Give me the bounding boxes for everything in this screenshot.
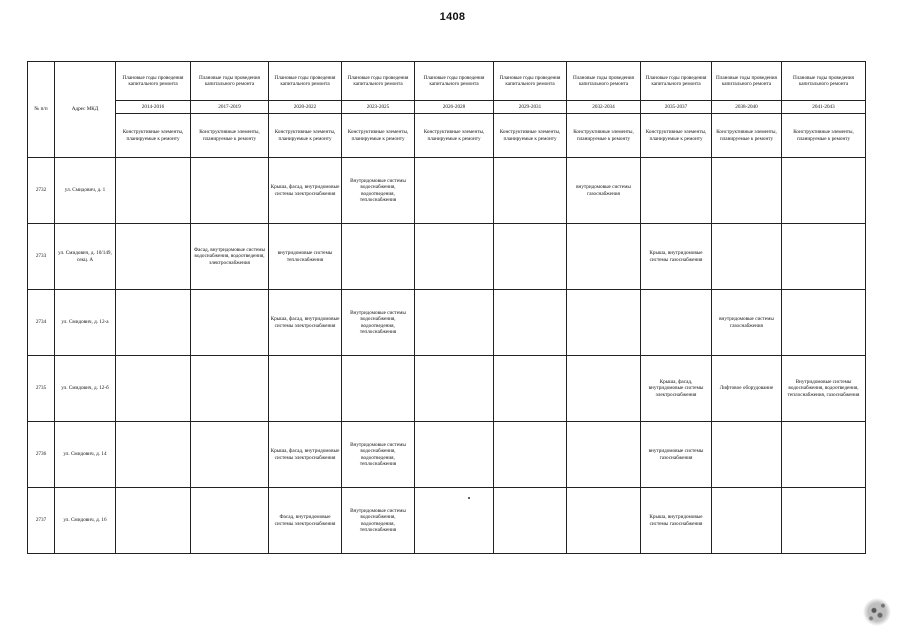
repair-elements-cell: [191, 488, 269, 554]
repair-elements-cell: [415, 224, 494, 290]
table-header: [28, 62, 866, 158]
row-number: 2732: [28, 158, 55, 224]
row-number: 2734: [28, 290, 55, 356]
header-row-elements: [28, 114, 866, 158]
repair-elements-cell: [782, 158, 866, 224]
row-address: ул. Смидович, д. 14: [55, 422, 116, 488]
repair-elements-cell: [567, 356, 641, 422]
repair-elements-cell: [712, 224, 782, 290]
header-period-title: Плановые годы проведения капитального ремонта: [712, 62, 782, 101]
repair-elements-cell: [342, 224, 415, 290]
repair-elements-cell: [415, 422, 494, 488]
repair-elements-cell: [567, 422, 641, 488]
header-period-title: Плановые годы проведения капитального ремонта: [191, 62, 269, 101]
page-number: 1408: [439, 11, 466, 23]
repair-schedule-table: [27, 61, 866, 554]
table-row: [28, 158, 866, 224]
header-period-title: Плановые годы проведения капитального ремонта: [116, 62, 191, 101]
table-row: [28, 356, 866, 422]
repair-elements-cell: [415, 488, 494, 554]
row-number: 2737: [28, 488, 55, 554]
repair-elements-cell: Фасад, внутридомовые системы водоснабжения, водоотведения, электроснабжения: [191, 224, 269, 290]
header-period-elements: Конструктивные элементы, планируемые к ремонту: [567, 114, 641, 158]
repair-elements-cell: Внутридомовые системы водоснабжения, водоотведения, теплоснабжения: [342, 488, 415, 554]
repair-elements-cell: внутридомовые системы газоснабжения: [567, 158, 641, 224]
repair-elements-cell: [116, 422, 191, 488]
repair-elements-cell: [567, 224, 641, 290]
header-period-elements: Конструктивные элементы, планируемые к ремонту: [191, 114, 269, 158]
repair-elements-cell: [191, 290, 269, 356]
repair-elements-cell: Крыша, фасад, внутридомовые системы электроснабжения: [269, 158, 342, 224]
repair-elements-cell: Крыша, фасад, внутридомовые системы электроснабжения: [269, 290, 342, 356]
header-period-title: Плановые годы проведения капитального ремонта: [641, 62, 712, 101]
repair-elements-cell: Крыша, фасад, внутридомовые системы электроснабжения: [641, 356, 712, 422]
table-row: [28, 422, 866, 488]
table-body: [28, 158, 866, 554]
repair-elements-cell: [494, 488, 567, 554]
repair-elements-cell: внутридомовые системы газоснабжения: [641, 422, 712, 488]
repair-elements-cell: Фасад, внутридомовые системы электроснабжения: [269, 488, 342, 554]
repair-elements-cell: [494, 224, 567, 290]
repair-elements-cell: Крыша, внутридомовые системы газоснабжения: [641, 488, 712, 554]
repair-elements-cell: [191, 422, 269, 488]
repair-elements-cell: [641, 290, 712, 356]
header-period-title: Плановые годы проведения капитального ремонта: [342, 62, 415, 101]
header-number: № п/п: [28, 62, 55, 158]
repair-elements-cell: [191, 356, 269, 422]
header-period-elements: Конструктивные элементы, планируемые к ремонту: [712, 114, 782, 158]
header-period-years: 2032-2034: [567, 101, 641, 114]
header-period-elements: Конструктивные элементы, планируемые к ремонту: [342, 114, 415, 158]
row-address: ул. Смидович, д. 12-а: [55, 290, 116, 356]
row-number: 2733: [28, 224, 55, 290]
repair-elements-cell: [712, 422, 782, 488]
header-period-years: 2029-2031: [494, 101, 567, 114]
repair-elements-cell: [782, 290, 866, 356]
repair-elements-cell: [494, 356, 567, 422]
header-period-elements: Конструктивные элементы, планируемые к ремонту: [494, 114, 567, 158]
header-period-title: Плановые годы проведения капитального ремонта: [567, 62, 641, 101]
header-period-title: Плановые годы проведения капитального ремонта: [782, 62, 866, 101]
row-address: ул. Смидович, д. 12-б: [55, 356, 116, 422]
row-address: ул. Смидович, д. 16: [55, 488, 116, 554]
header-row-years: [28, 101, 866, 114]
repair-elements-cell: Лифтовое оборудование: [712, 356, 782, 422]
repair-elements-cell: [116, 158, 191, 224]
header-period-years: 2035-2037: [641, 101, 712, 114]
header-row-period-titles: [28, 62, 866, 101]
table-row: [28, 224, 866, 290]
repair-elements-cell: [269, 356, 342, 422]
repair-elements-cell: внутридомовые системы теплоснабжения: [269, 224, 342, 290]
row-number: 2736: [28, 422, 55, 488]
header-period-years: 2014-2016: [116, 101, 191, 114]
repair-elements-cell: [567, 290, 641, 356]
repair-elements-cell: внутридомовые системы газоснабжения: [712, 290, 782, 356]
repair-elements-cell: [712, 158, 782, 224]
repair-elements-cell: [712, 488, 782, 554]
header-period-title: Плановые годы проведения капитального ремонта: [415, 62, 494, 101]
header-period-elements: Конструктивные элементы, планируемые к ремонту: [116, 114, 191, 158]
header-period-years: 2017-2019: [191, 101, 269, 114]
row-number: 2735: [28, 356, 55, 422]
repair-elements-cell: [782, 224, 866, 290]
repair-elements-cell: [415, 356, 494, 422]
row-address: ул. Смидович, д. 1: [55, 158, 116, 224]
repair-elements-cell: [191, 158, 269, 224]
header-period-years: 2020-2022: [269, 101, 342, 114]
repair-elements-cell: Внутридомовые системы водоснабжения, водоотведения, теплоснабжения: [342, 422, 415, 488]
repair-elements-cell: Внутридомовые системы водоснабжения, водоотведения, теплоснабжения: [342, 158, 415, 224]
repair-elements-cell: [116, 290, 191, 356]
header-period-title: Плановые годы проведения капитального ремонта: [494, 62, 567, 101]
repair-elements-cell: [342, 356, 415, 422]
repair-elements-cell: [641, 158, 712, 224]
header-period-years: 2023-2025: [342, 101, 415, 114]
repair-elements-cell: [567, 488, 641, 554]
repair-elements-cell: [116, 356, 191, 422]
repair-elements-cell: Крыша, внутридомовые системы газоснабжения: [641, 224, 712, 290]
header-period-years: 2038-2040: [712, 101, 782, 114]
header-period-elements: Конструктивные элементы, планируемые к ремонту: [269, 114, 342, 158]
scan-speck: [468, 497, 470, 499]
repair-elements-cell: [782, 488, 866, 554]
row-address: ул. Смидович, д. 10/149, секц. А: [55, 224, 116, 290]
header-period-years: 2041-2043: [782, 101, 866, 114]
repair-elements-cell: [494, 290, 567, 356]
repair-elements-cell: [415, 158, 494, 224]
table-row: [28, 290, 866, 356]
repair-elements-cell: [494, 422, 567, 488]
table-row: [28, 488, 866, 554]
repair-elements-cell: [415, 290, 494, 356]
repair-elements-cell: [116, 224, 191, 290]
repair-elements-cell: Крыша, фасад, внутридомовые системы электроснабжения: [269, 422, 342, 488]
repair-elements-cell: [782, 422, 866, 488]
repair-elements-cell: Внутридомовые системы водоснабжения, водоотведения, теплоснабжения: [342, 290, 415, 356]
stamp-mark: [862, 596, 892, 628]
repair-elements-cell: Внутридомовые системы водоснабжения, водоотведения, теплоснабжения, газоснабжения: [782, 356, 866, 422]
header-period-title: Плановые годы проведения капитального ремонта: [269, 62, 342, 101]
header-period-elements: Конструктивные элементы, планируемые к ремонту: [641, 114, 712, 158]
header-period-elements: Конструктивные элементы, планируемые к ремонту: [782, 114, 866, 158]
repair-elements-cell: [494, 158, 567, 224]
repair-elements-cell: [116, 488, 191, 554]
header-period-elements: Конструктивные элементы, планируемые к ремонту: [415, 114, 494, 158]
header-period-years: 2026-2028: [415, 101, 494, 114]
header-address: Адрес МКД: [55, 62, 116, 158]
